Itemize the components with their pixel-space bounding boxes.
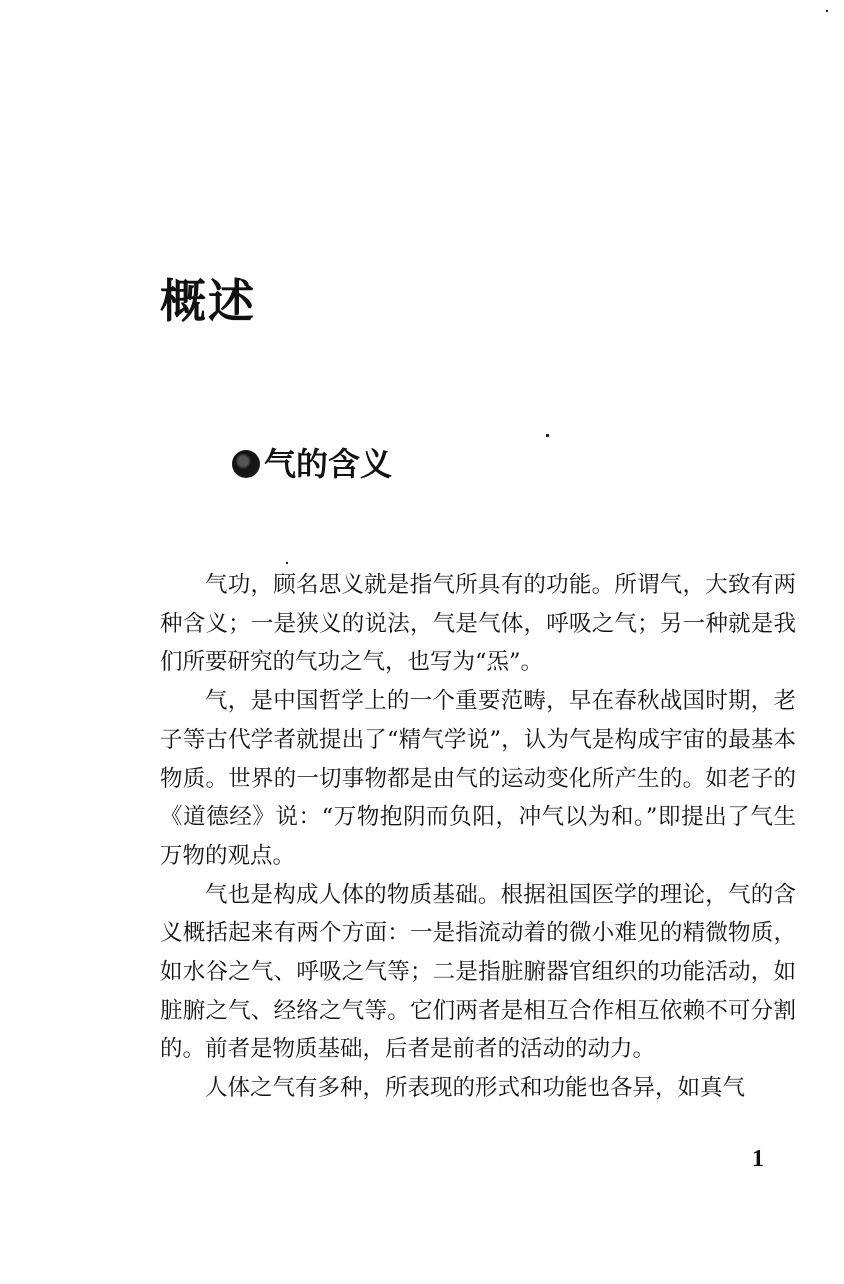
section-heading-text: 气的含义	[264, 445, 393, 483]
paragraph: 人体之气有多种，所表现的形式和功能也各异，如真气	[205, 1075, 746, 1102]
body-text	[160, 566, 796, 1108]
paragraph: 气，是中国哲学上的一个重要范畴，早在春秋战国时期，老子等古代学者就提出了“精气学说”，认为气是构成宇宙的最基本物质。世界的一切事物都是由气的运动变化所产生的。如老子的《道德经》说：“万物抱阴而负阳，冲气以为和。”即提出了气生万物的观点。	[160, 688, 796, 869]
section-heading	[232, 445, 393, 483]
scan-speck	[546, 434, 549, 437]
chapter-title: 概述	[160, 274, 256, 328]
page-number: 1	[752, 1146, 764, 1172]
paragraph: 气功，顾名思义就是指气所具有的功能。所谓气，大致有两种含义；一是狭义的说法，气是气体，呼吸之气；另一种就是我们所要研究的气功之气，也写为“炁”。	[160, 572, 796, 676]
paragraph: 气也是构成人体的物质基础。根据祖国医学的理论，气的含义概括起来有两个方面：一是指流动着的微小难见的精微物质，如水谷之气、呼吸之气等；二是指脏腑器官组织的功能活动，如脏腑之气、经络之气等。它们两者是相互合作相互依赖不可分割的。前者是物质基础，后者是前者的活动的动力。	[160, 881, 796, 1063]
scan-speck	[286, 562, 288, 564]
scan-speck	[826, 10, 828, 12]
circle-bullet-icon	[232, 450, 260, 478]
